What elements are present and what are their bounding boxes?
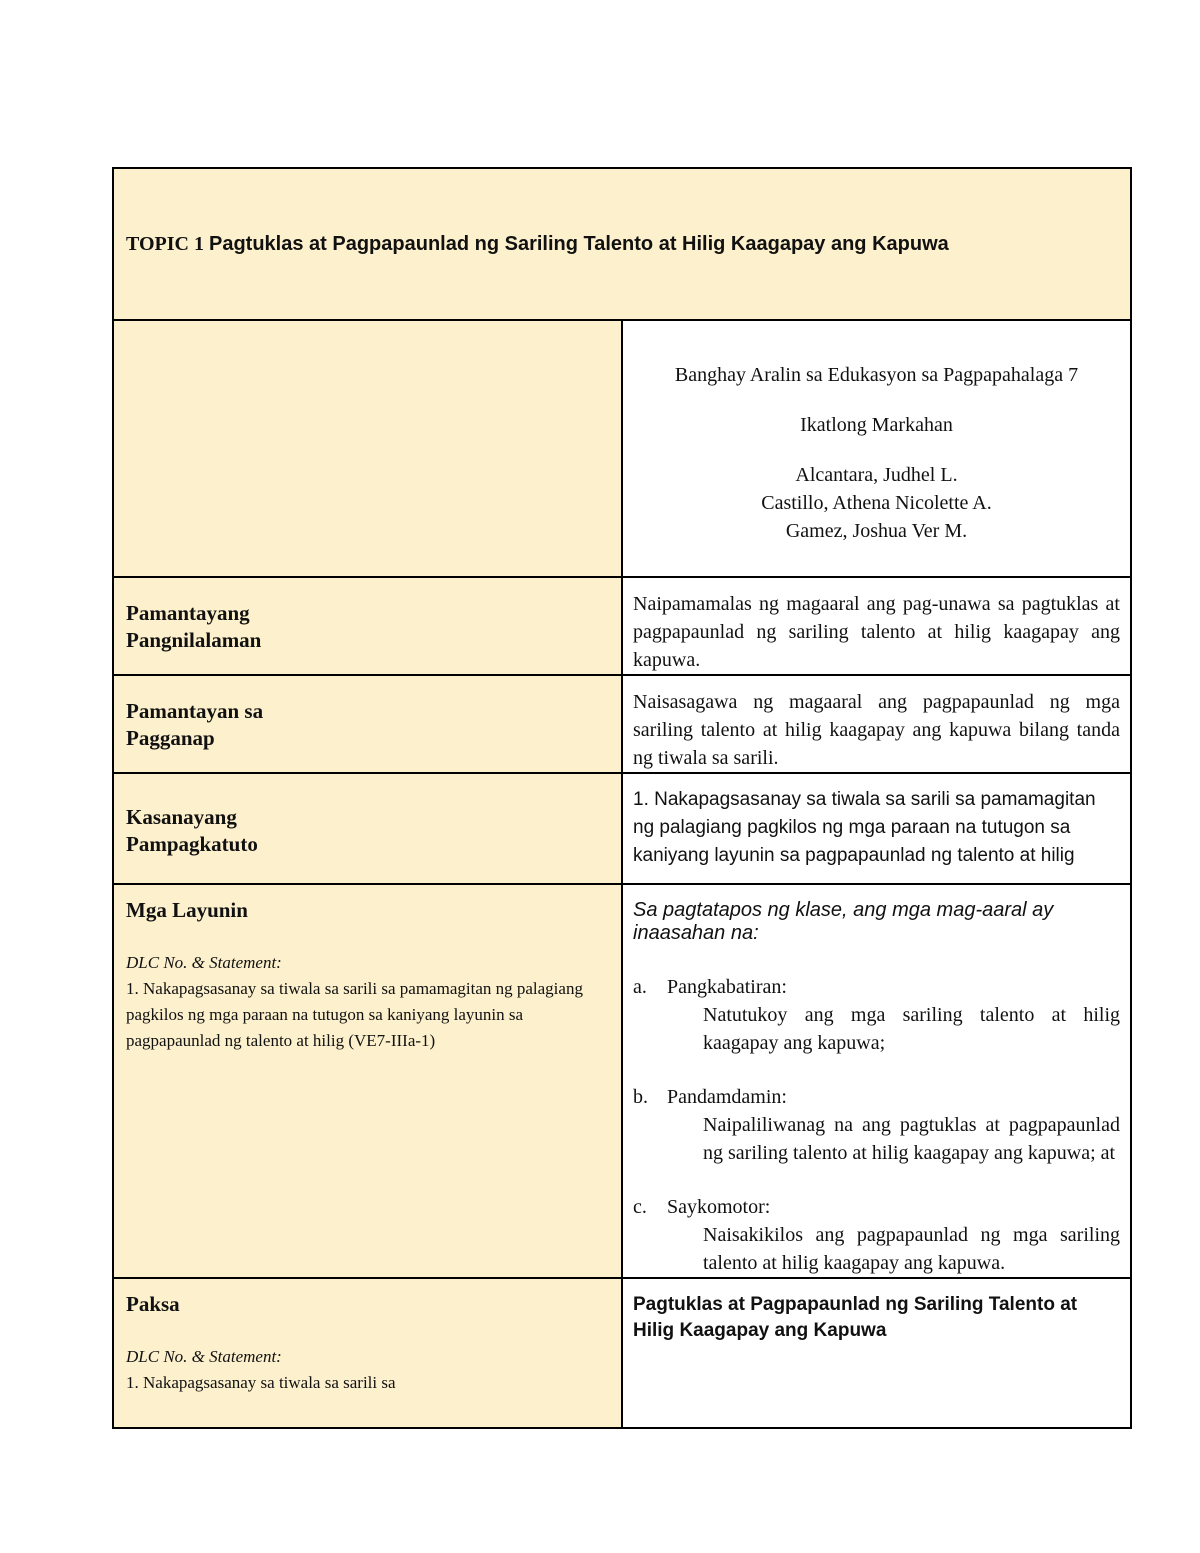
author-1: Alcantara, Judhel L.: [795, 464, 958, 486]
competency-text-cell: [622, 773, 1131, 884]
performance-standard-label-2: Pagganap: [126, 726, 215, 750]
performance-standard-row: [113, 675, 1131, 773]
objective-letter: b.: [633, 1086, 648, 1108]
objectives-label: Mga Layunin: [126, 898, 248, 922]
content-standard-label-2: Pangnilalaman: [126, 628, 262, 652]
objective-letter: c.: [633, 1196, 647, 1218]
objectives-row: [113, 884, 1131, 1278]
header-row: [113, 168, 1131, 320]
topic-text: Pagtuklas at Pagpapaunlad ng Sariling Talento at Hilig Kaagapay ang Kapuwa: [633, 1294, 1078, 1341]
content-standard-text: Naipamamalas ng magaaral ang pag-unawa sa pagtuklas at pagpapaunlad ng sariling talento at hilig kaagapay ang kapuwa.: [633, 593, 1120, 671]
content-standard-row: [113, 577, 1131, 675]
performance-standard-text: Naisasagawa ng magaaral ang pagpapaunlad ng mga sariling talento at hilig kaagapay ang kapuwa bilang tanda ng tiwala sa sarili.: [633, 691, 1120, 769]
quarter-title: Ikatlong Markahan: [800, 414, 953, 436]
topic-label: Paksa: [126, 1292, 180, 1316]
objective-item: [633, 1083, 1120, 1167]
topic-heading: [126, 233, 1118, 256]
competency-label-1: Kasanayang: [126, 805, 237, 829]
objective-item: [633, 973, 1120, 1057]
objectives-label-cell: [113, 884, 622, 1278]
intro-right-cell: [622, 320, 1131, 577]
performance-standard-text-cell: [622, 675, 1131, 773]
objectives-list: [623, 973, 1130, 1277]
objective-domain: Saykomotor:: [667, 1196, 771, 1218]
objective-domain: Pandamdamin:: [667, 1086, 787, 1108]
performance-standard-label-1: Pamantayan sa: [126, 699, 264, 723]
objective-description: Natutukoy ang mga sariling talento at hilig kaagapay ang kapuwa;: [703, 1004, 1120, 1054]
objective-description: Naisakikilos ang pagpapaunlad ng mga sariling talento at hilig kaagapay ang kapuwa.: [703, 1224, 1120, 1274]
content-standard-text-cell: [622, 577, 1131, 675]
objective-letter: a.: [633, 976, 647, 998]
topic-title: Pagtuklas at Pagpapaunlad ng Sariling Talento at Hilig Kaagapay ang Kapuwa: [208, 232, 949, 255]
intro-row: [113, 320, 1131, 577]
lesson-plan-table: [112, 167, 1132, 1429]
header-cell: [113, 168, 1131, 320]
performance-standard-label-cell: [113, 675, 622, 773]
topic-row: [113, 1278, 1131, 1428]
competency-text: 1. Nakapagsasanay sa tiwala sa sarili sa pamamagitan ng palagiang pagkilos ng mga paraan na tutugon sa kaniyang layunin sa pagpapaunlad ng talento at hilig: [633, 789, 1096, 866]
content-standard-label-cell: [113, 577, 622, 675]
topic-label-cell: [113, 1278, 622, 1428]
topic-number: TOPIC 1: [126, 232, 204, 255]
topic-dlc-text: 1. Nakapagsasanay sa tiwala sa sarili sa: [126, 1373, 396, 1392]
competency-label-cell: [113, 773, 622, 884]
objectives-dlc-heading: DLC No. & Statement:: [126, 953, 282, 972]
subject-title: Banghay Aralin sa Edukasyon sa Pagpapahalaga 7: [674, 364, 1079, 386]
objectives-dlc-text: 1. Nakapagsasanay sa tiwala sa sarili sa pamamagitan ng palagiang pagkilos ng mga paraan na tutugon sa kaniyang layunin sa pagpapaunlad ng talento at hilig (VE7-IIIa-1): [126, 979, 583, 1050]
topic-dlc-heading: DLC No. & Statement:: [126, 1347, 282, 1366]
objective-description: Naipaliliwanag na ang pagtuklas at pagpapaunlad ng sariling talento at hilig kaagapay ang kapuwa; at: [703, 1114, 1120, 1164]
objective-domain: Pangkabatiran:: [667, 976, 787, 998]
intro-left-cell: [113, 320, 622, 577]
competency-row: [113, 773, 1131, 884]
objectives-text-cell: [622, 884, 1131, 1278]
competency-label-2: Pampagkatuto: [126, 832, 258, 856]
objective-item: [633, 1193, 1120, 1277]
topic-text-cell: [622, 1278, 1131, 1428]
content-standard-label-1: Pamantayang: [126, 601, 250, 625]
author-2: Castillo, Athena Nicolette A.: [761, 492, 992, 514]
author-3: Gamez, Joshua Ver M.: [785, 520, 968, 542]
objectives-intro: Sa pagtatapos ng klase, ang mga mag-aaral ay inaasahan na:: [633, 899, 1054, 944]
